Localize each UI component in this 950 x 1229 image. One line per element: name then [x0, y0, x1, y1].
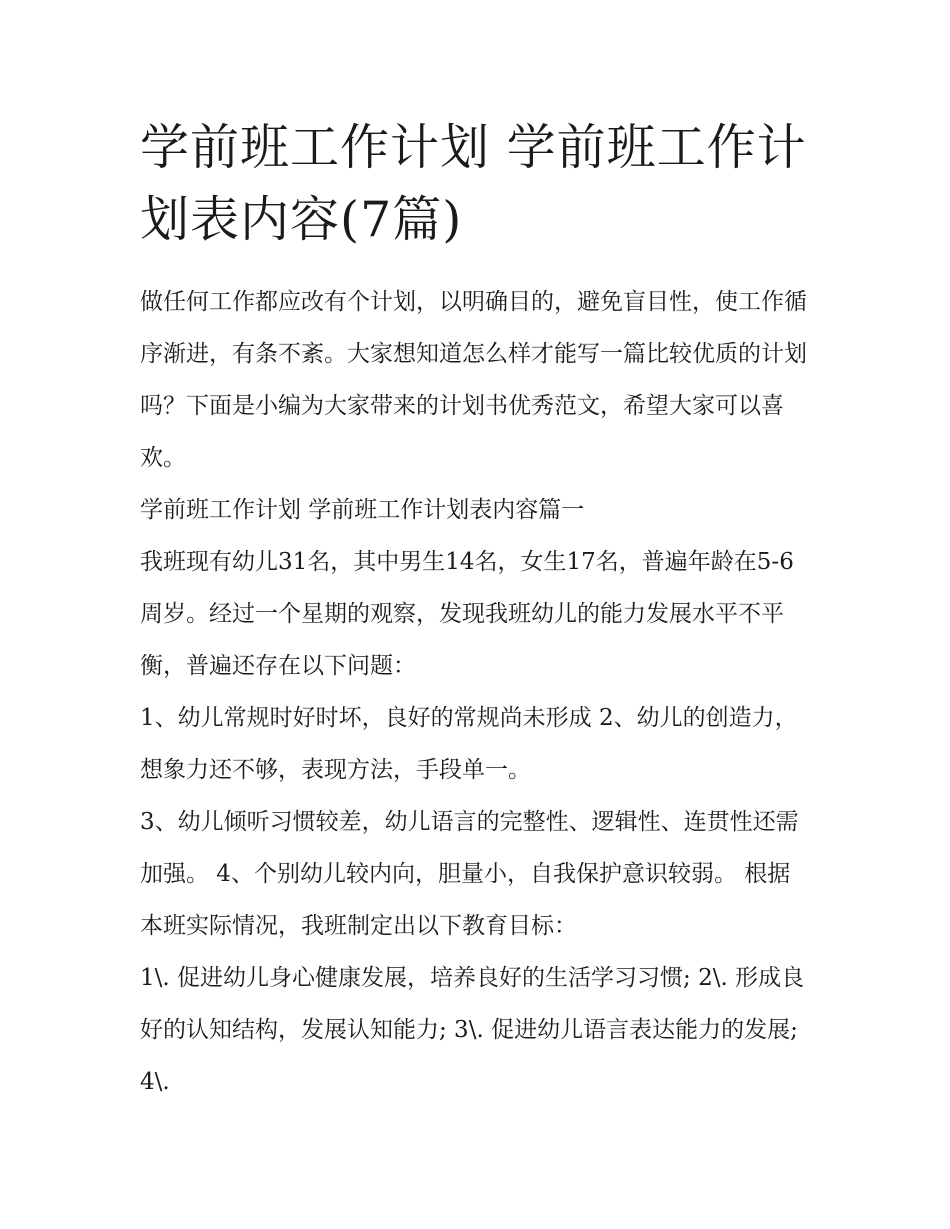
goals-paragraph: 1\. 促进幼儿身心健康发展，培养良好的生活学习习惯; 2\. 形成良好的认知结构，发展认知能力; 3\. 促进幼儿语言表达能力的发展; 4\. [140, 965, 805, 1095]
document-title: 学前班工作计划 学前班工作计划表内容(7篇) [140, 119, 807, 248]
section-heading: 学前班工作计划 学前班工作计划表内容篇一 [140, 497, 585, 523]
problem-list-paragraph-2: 3、幼儿倾听习惯较差，幼儿语言的完整性、逻辑性、连贯性还需加强。 4、个别幼儿较内向，胆量小，自我保护意识较弱。 根据本班实际情况，我班制定出以下教育目标： [140, 809, 799, 939]
intro-paragraph: 做任何工作都应改有个计划，以明确目的，避免盲目性，使工作循序渐进，有条不紊。大家想知道怎么样才能写一篇比较优质的计划吗？下面是小编为大家带来的计划书优秀范文，希望大家可以喜欢。 [140, 289, 807, 471]
class-overview-paragraph: 我班现有幼儿31名，其中男生14名，女生17名，普遍年龄在5-6周岁。经过一个星期的观察，发现我班幼儿的能力发展水平不平衡，普遍还存在以下问题： [140, 549, 794, 679]
document-body [140, 112, 812, 1108]
problem-list-paragraph-1: 1、幼儿常规时好时坏，良好的常规尚未形成 2、幼儿的创造力，想象力还不够，表现方法，手段单一。 [140, 705, 798, 783]
